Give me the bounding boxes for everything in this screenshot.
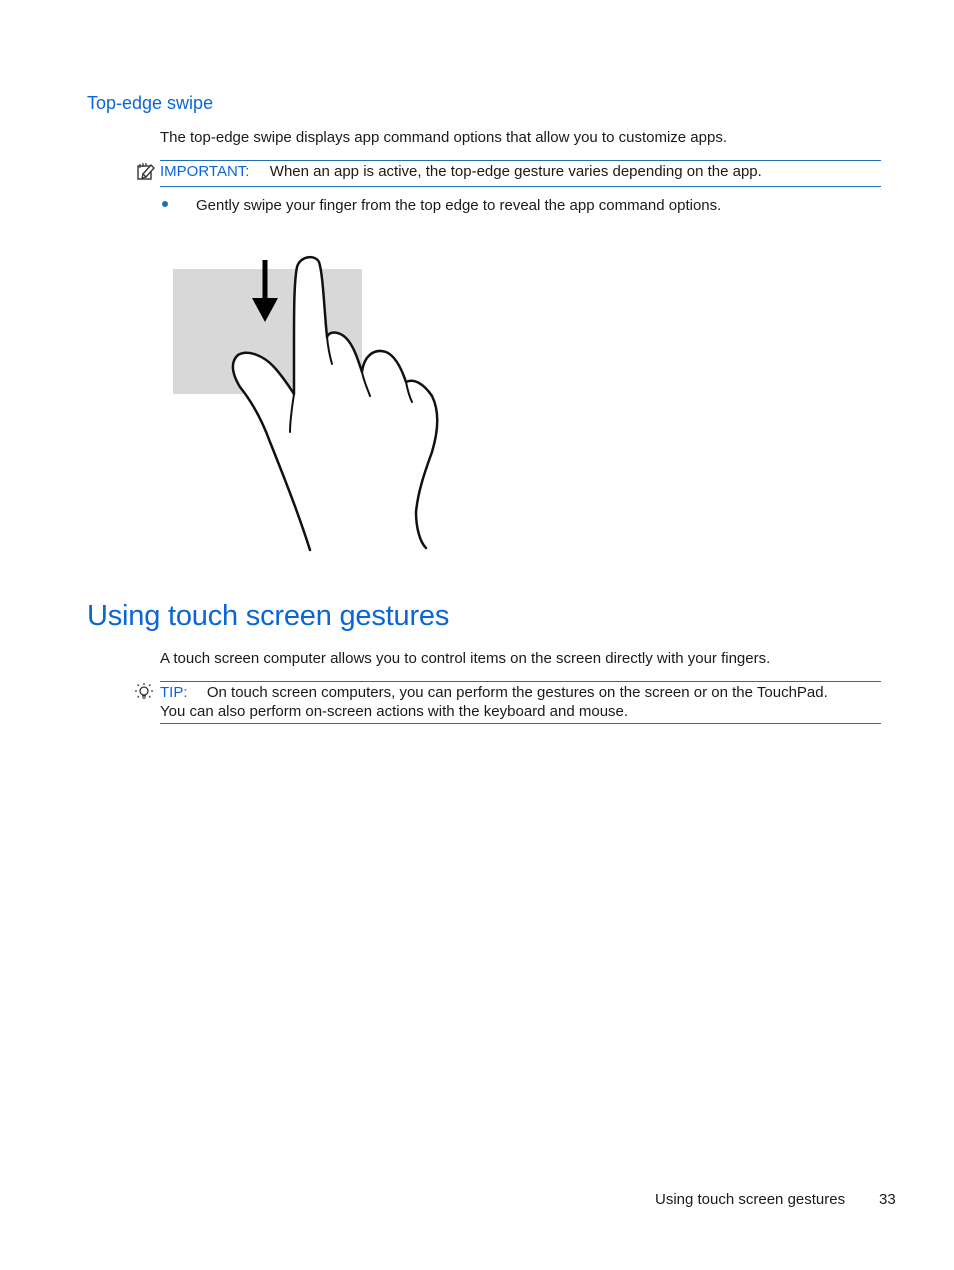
lightbulb-icon bbox=[134, 682, 154, 702]
tip-text-1: On touch screen computers, you can perform the gestures on the screen or on the TouchPad. bbox=[206, 684, 828, 701]
tip-line-2: You can also perform on-screen actions with the keyboard and mouse. bbox=[160, 703, 629, 720]
section-intro: The top-edge swipe displays app command options that allow you to customize apps. bbox=[160, 129, 727, 146]
tip-bottom-rule bbox=[160, 723, 881, 724]
bullet-dot bbox=[162, 201, 168, 207]
tip-top-rule bbox=[160, 681, 881, 682]
page-number: 33 bbox=[879, 1191, 896, 1208]
chapter-heading: Using touch screen gestures bbox=[87, 600, 450, 632]
tip-line-1 bbox=[160, 683, 828, 702]
important-label: IMPORTANT: bbox=[160, 163, 250, 180]
bullet-text: Gently swipe your finger from the top edge to reveal the app command options. bbox=[196, 197, 722, 214]
important-note bbox=[160, 162, 762, 181]
hand-swipe-down-illustration bbox=[170, 252, 450, 556]
section-heading: Top-edge swipe bbox=[87, 93, 214, 113]
tip-label: TIP: bbox=[160, 684, 188, 701]
note-pencil-icon bbox=[136, 162, 156, 182]
important-text: When an app is active, the top-edge gesture varies depending on the app. bbox=[269, 163, 762, 180]
chapter-intro: A touch screen computer allows you to control items on the screen directly with your fingers. bbox=[160, 650, 771, 667]
important-bottom-rule bbox=[160, 186, 881, 187]
important-top-rule bbox=[160, 160, 881, 161]
footer-title: Using touch screen gestures bbox=[655, 1191, 846, 1208]
